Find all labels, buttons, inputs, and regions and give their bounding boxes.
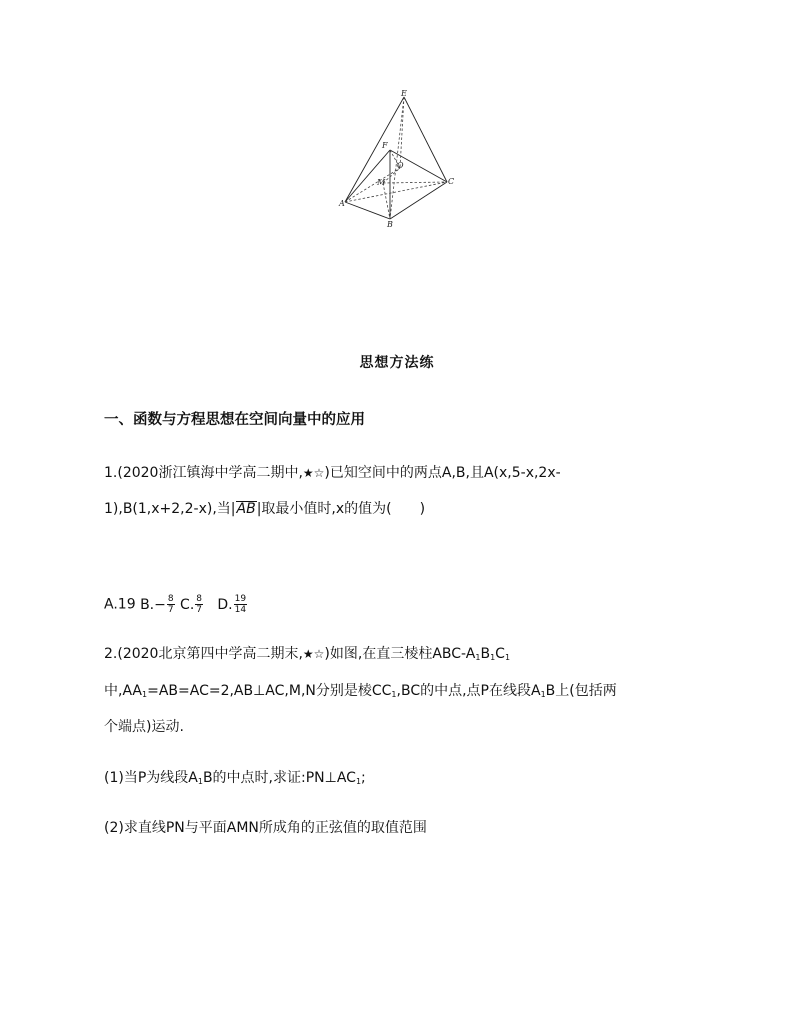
option-d-num: 19	[234, 594, 247, 604]
edge-eb-hidden	[390, 97, 404, 219]
q1-line1	[104, 462, 561, 482]
option-c	[180, 594, 204, 615]
edge-ab	[345, 202, 390, 219]
pyramid-diagram	[335, 88, 465, 228]
option-b-num: 8	[167, 594, 174, 604]
label-b: B	[387, 220, 393, 228]
sub: 1	[504, 653, 511, 662]
q2-part1-b: B的中点时,求证:PN⊥AC	[202, 770, 356, 786]
q2-line1	[104, 643, 510, 663]
label-e: E	[401, 89, 407, 98]
option-c-fraction	[195, 594, 203, 615]
section-heading: 一、函数与方程思想在空间向量中的应用	[104, 412, 365, 428]
option-b-fraction	[167, 594, 175, 615]
q2-line2	[104, 680, 617, 700]
q2-part1	[104, 767, 366, 787]
option-c-num: 8	[196, 594, 203, 604]
sub: 1	[391, 690, 397, 699]
label-m: M	[377, 178, 386, 187]
q2-text-f: ,BC的中点,点P在线段A	[396, 683, 541, 699]
difficulty-stars: ★☆	[302, 466, 325, 480]
vector-ab: AB	[236, 501, 256, 517]
edge-ea	[345, 97, 404, 202]
q1-text-c: |取最小值时,x的值为(	[256, 501, 392, 517]
q1-text-b: 1),B(1,x+2,2-x),当|	[104, 501, 236, 517]
option-b-den: 7	[167, 605, 174, 615]
difficulty-stars-2: ★☆	[302, 647, 325, 661]
label-o: O	[397, 161, 404, 170]
option-a: A.19	[104, 596, 136, 613]
q1-text-d: )	[419, 501, 426, 517]
label-a: A	[339, 199, 345, 208]
label-c: C	[448, 177, 455, 186]
q2-line3: 个端点)运动.	[104, 719, 184, 735]
option-d-label: D.	[217, 596, 233, 613]
sub: 1	[142, 690, 148, 699]
option-b-label: B.−	[140, 596, 166, 613]
q2-text-d: 中,AA	[104, 683, 142, 699]
option-d	[217, 594, 248, 615]
q2-text-e: =AB=AC=2,AB⊥AC,M,N分别是棱CC	[147, 683, 392, 699]
sub: 1	[355, 777, 362, 786]
q2-text-g: B上(包括两	[545, 683, 617, 699]
q1-source: 1.(2020浙江镇海中学高二期中,	[104, 465, 303, 481]
q1-options	[104, 594, 248, 615]
q2-text-b: B	[480, 646, 491, 662]
sub: 1	[475, 653, 481, 662]
edge-mb-hidden	[383, 183, 390, 219]
q2-part1-a: (1)当P为线段A	[104, 770, 198, 786]
q1-line2	[104, 498, 425, 518]
option-b	[140, 594, 176, 615]
sub: 1	[490, 653, 496, 662]
edge-af	[345, 150, 390, 202]
edge-mc-hidden	[383, 182, 447, 183]
q2-text-c: C	[495, 646, 505, 662]
option-c-label: C.	[180, 596, 195, 613]
pyramid-figure	[335, 88, 465, 228]
sub: 1	[540, 690, 546, 699]
option-c-den: 7	[196, 605, 203, 615]
option-d-fraction	[234, 594, 247, 615]
q2-part1-c: ;	[361, 770, 366, 786]
option-d-den: 14	[234, 605, 247, 615]
section-title: 思想方法练	[359, 355, 435, 371]
edge-mo-hidden	[383, 168, 400, 183]
sub: 1	[197, 777, 203, 786]
edge-bc	[390, 182, 447, 219]
q2-text-a: )如图,在直三棱柱ABC-A	[324, 646, 476, 662]
label-f: F	[382, 141, 388, 150]
edge-ec	[404, 97, 447, 182]
q2-source: 2.(2020北京第四中学高二期末,	[104, 646, 303, 662]
q2-part2: (2)求直线PN与平面AMN所成角的正弦值的取值范围	[104, 820, 427, 836]
q1-text-a: )已知空间中的两点A,B,且A(x,5-x,2x-	[324, 465, 561, 481]
